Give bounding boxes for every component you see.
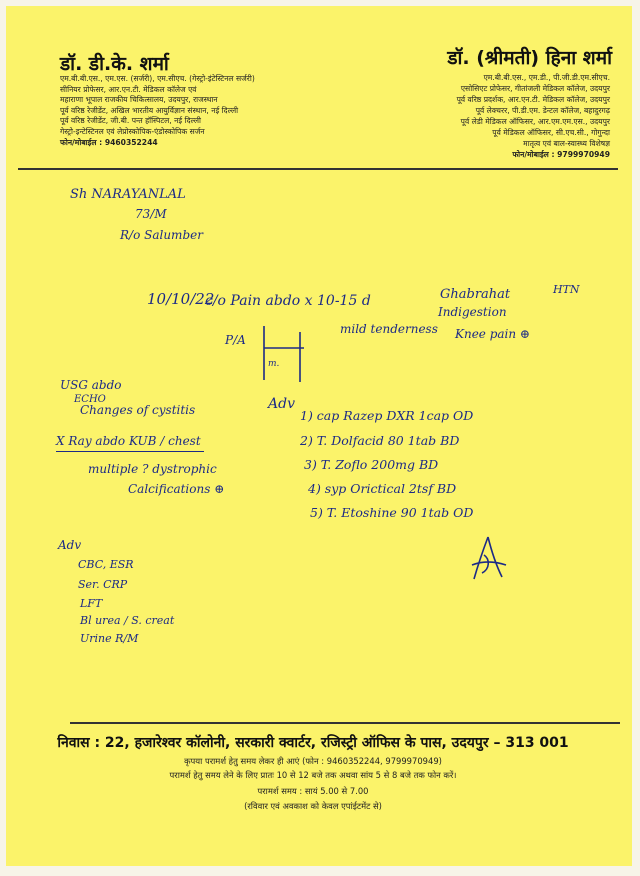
patient-age: 73/M — [135, 207, 167, 221]
pa-finding: mild tenderness — [340, 322, 438, 336]
credential-line: पूर्व लेक्चरर, पी.डी.एम. डेन्टल कॉलेज, बहादुरगढ़ — [475, 106, 610, 115]
abdomen-diagram — [256, 322, 316, 384]
footer-holiday-note: (रविवार एवं अवकाश को केवल एपांईटमेंट से) — [244, 801, 382, 811]
complaint: c/o Pain abdo x 10-15 d — [205, 293, 371, 309]
history-3: Knee pain ⊕ — [455, 327, 530, 341]
test-cbc: CBC, ESR — [78, 558, 134, 571]
doctor-1-name: डॉ. डी.के. शर्मा — [60, 53, 169, 75]
credential-line: एम.बी.बी.एस., एम.डी., पी.जी.डी.एम.सीएच. — [483, 73, 610, 82]
credential-line: पूर्व मेडिकल ऑफिसर, सी.एच.सी., गोगुन्दा — [492, 128, 610, 137]
patient-name: Sh NARAYANLAL — [70, 187, 186, 202]
credential-line: मातृत्व एवं बाल-स्वास्थ्य विशेषज्ञ — [523, 139, 610, 148]
header-divider — [18, 168, 618, 170]
test-lft: LFT — [80, 597, 103, 610]
test-crp: Ser. CRP — [78, 578, 128, 591]
credential-line: पूर्व वरिष्ठ प्रदर्शक, आर.एन.टी. मेडिकल कॉलेज, उदयपुर — [456, 95, 610, 104]
credential-line: पूर्व वरिष्ठ रेजीडेंट, अखिल भारतीय आयुर्विज्ञान संस्थान, नई दिल्ली — [60, 105, 239, 115]
rx-line-4: 4) syp Orictical 2tsf BD — [308, 481, 457, 496]
investigation-calc-2: Calcifications ⊕ — [128, 482, 225, 496]
investigation-echo: ECHO — [74, 394, 106, 405]
footer-appointment-note: कृपया परामर्श हेतु समय लेकर ही आएं (फोन : 9460352244, 9799970949) — [184, 756, 442, 766]
credential-line: एम.बी.बी.एस., एम.एस. (सर्जरी), एम.सीएच. (गेस्ट्रो-इंटेस्टिनल सर्जरी) — [60, 74, 255, 83]
investigation-xray: X Ray abdo KUB / chest — [56, 434, 201, 448]
footer-divider — [70, 722, 620, 724]
investigation-calc-1: multiple ? dystrophic — [88, 462, 217, 476]
history-2: Indigestion — [438, 305, 507, 319]
doctor-1-credentials — [60, 74, 255, 148]
doctor-1-phone: फोन/मोबाईल : 9460352244 — [60, 137, 158, 147]
rx-line-5: 5) T. Etoshine 90 1tab OD — [310, 505, 474, 520]
pa-label: P/A — [225, 333, 246, 347]
credential-line: एसोसिएट प्रोफेसर, गीतांजली मेडिकल कॉलेज, उदयपुर — [460, 84, 610, 93]
credential-line: महाराणा भूपाल राजकीय चिकित्सालय, उदयपुर, राजस्थान — [60, 95, 218, 105]
credential-line: पूर्व लेडी मेडिकल ऑफिसर, आर.एम.एम.एस., उदयपुर — [460, 117, 610, 126]
rx-line-3: 3) T. Zoflo 200mg BD — [304, 457, 439, 472]
test-urea: Bl urea / S. creat — [80, 614, 175, 627]
investigation-cystitis: Changes of cystitis — [80, 403, 196, 417]
xray-underline — [56, 451, 204, 452]
doctor-signature — [468, 535, 508, 585]
htn-note: HTN — [553, 283, 580, 296]
footer-call-timing: परामर्श हेतु समय लेने के लिए प्रातः 10 से 12 बजे तक अथवा सांय 5 से 8 बजे तक फोन करें। — [169, 770, 457, 780]
advice-label: Adv — [268, 396, 295, 412]
footer-consult-time: परामर्श समय : सायं 5.00 से 7.00 — [257, 786, 369, 796]
svg-text:m.: m. — [268, 359, 280, 369]
history-1: Ghabrahat — [440, 287, 511, 302]
rx-line-1: 1) cap Razep DXR 1cap OD — [300, 408, 474, 423]
credential-line: सीनियर प्रोफेसर, आर.एन.टी. मेडिकल कॉलेज एवं — [60, 84, 197, 94]
doctor-2-phone: फोन/मोबाईल : 9799970949 — [512, 150, 610, 159]
rx-line-2: 2) T. Dolfacid 80 1tab BD — [300, 433, 460, 448]
patient-place: R/o Salumber — [120, 228, 203, 242]
doctor-2-name: डॉ. (श्रीमती) हिना शर्मा — [447, 47, 612, 69]
tests-label: Adv — [58, 538, 82, 552]
credential-line: गेस्ट्रो-इन्टेस्टिनल एवं लेप्रोस्कोपिक-एंडोस्कोपिक सर्जन — [60, 126, 205, 136]
doctor-2-credentials — [457, 72, 610, 160]
clinic-address: निवास : 22, हजारेश्वर कॉलोनी, सरकारी क्वार्टर, रजिस्ट्री ऑफिस के पास, उदयपुर – 313 001 — [57, 735, 569, 751]
visit-date: 10/10/22 — [147, 290, 215, 308]
investigation-usg: USG abdo — [60, 378, 122, 392]
test-urine: Urine R/M — [80, 632, 139, 645]
credential-line: पूर्व वरिष्ठ रेजीडेंट, जी.बी. पन्त हॉस्पिटल, नई दिल्ली — [60, 116, 202, 126]
